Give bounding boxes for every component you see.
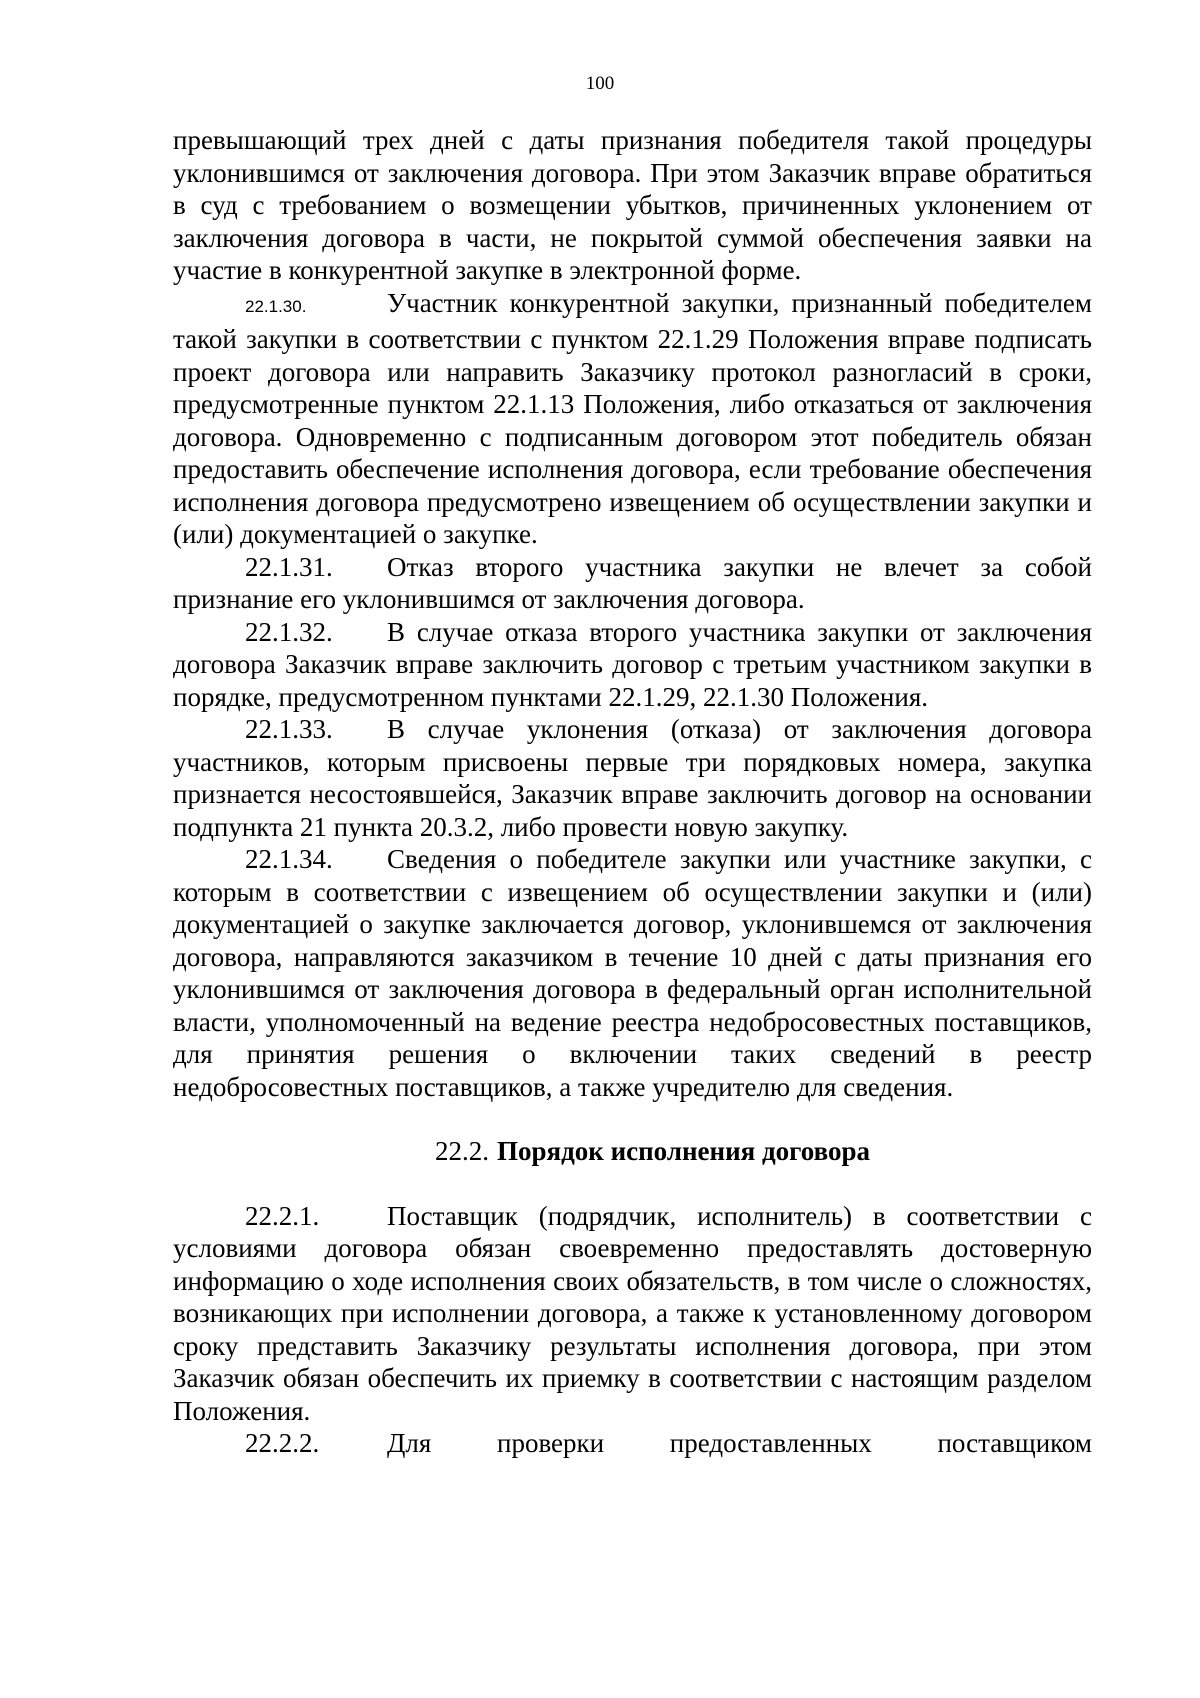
clause-number: 22.1.34. xyxy=(245,844,333,874)
clause-22-1-30 xyxy=(173,287,1092,551)
clause-text: Участник конкурентной закупки, признанный победителем такой закупки в соответствии с пунктом 22.1.29 Положения вправе подписать проект договора или направить Заказчику протокол разногласий в сроки, предусмотренные пунктом 22.1.13 Положения, либо отказаться от заключения договора. Одновременно с подписанным договором этот победитель обязан предоставить обеспечение исполнения договора, если требование обеспечения исполнения договора предусмотрено извещением об осуществлении закупки и (или) документацией о закупке. xyxy=(173,287,1092,549)
clause-number: 22.1.31. xyxy=(245,551,333,582)
clause-22-2-1 xyxy=(173,1200,1092,1428)
clause-number: 22.1.33. xyxy=(245,714,333,744)
intro-paragraph: превышающий трех дней с даты признания победителя такой процедуры уклонившимся от заключения договора. При этом Заказчик вправе обратиться в суд с требованием о возмещении убытков, причиненных уклонением от заключения договора в части, не покрытой суммой обеспечения заявки на участие в конкурентной закупке в электронной форме. xyxy=(173,125,1092,285)
clause-22-2-2 xyxy=(173,1427,1092,1460)
document-body xyxy=(173,124,1092,1460)
clause-22-1-31 xyxy=(173,551,1092,616)
clause-text: В случае отказа второго участника закупки от заключения договора Заказчик вправе заключить договор с третьим участником закупки в порядке, предусмотренном пунктами 22.1.29, 22.1.30 Положения. xyxy=(173,616,1092,712)
clause-22-1-32 xyxy=(173,616,1092,714)
clause-text: Для проверки предоставленных поставщиком xyxy=(387,1428,1092,1458)
clause-number: 22.2.1. xyxy=(245,1200,320,1231)
clause-text: Отказ второго участника закупки не влечет за собой признание его уклонившимся от заключения договора. xyxy=(173,551,1092,614)
section-heading xyxy=(173,1103,1092,1200)
clause-text: Сведения о победителе закупки или участнике закупки, с которым в соответствии с извещением об осуществлении закупки и (или) документацией о закупке заключается договор, уклонившемся от заключения договора, направляются заказчиком в течение 10 дней с даты признания его уклонившимся от заключения договора в федеральный орган исполнительной власти, уполномоченный на ведение реестра недобросовестных поставщиков, для принятия решения о включении таких сведений в реестр недобросовестных поставщиков, а также учредителю для сведения. xyxy=(173,844,1092,1102)
clause-22-1-33 xyxy=(173,713,1092,843)
clause-text: В случае уклонения (отказа) от заключения договора участников, которым присвоены первые три порядковых номера, закупка признается несостоявшейся, Заказчик вправе заключить договор на основании подпункта 21 пункта 20.3.2, либо провести новую закупку. xyxy=(173,714,1092,842)
page-number: 100 xyxy=(585,73,615,94)
clause-text: Поставщик (подрядчик, исполнитель) в соответствии с условиями договора обязан своевременно предоставлять достоверную информацию о ходе исполнения своих обязательств, в том числе о сложностях, возникающих при исполнении договора, а также к установленному договором сроку представить Заказчику результаты исполнения договора, при этом Заказчик обязан обеспечить их приемку в соответствии с настоящим разделом Положения. xyxy=(173,1200,1092,1426)
clause-22-1-34 xyxy=(173,843,1092,1103)
section-number: 22.2. xyxy=(435,1136,489,1166)
section-title: Порядок исполнения договора xyxy=(497,1136,870,1166)
clause-number: 22.2.2. xyxy=(245,1428,320,1458)
clause-number: 22.1.30. xyxy=(245,296,307,316)
clause-number: 22.1.32. xyxy=(245,616,333,647)
